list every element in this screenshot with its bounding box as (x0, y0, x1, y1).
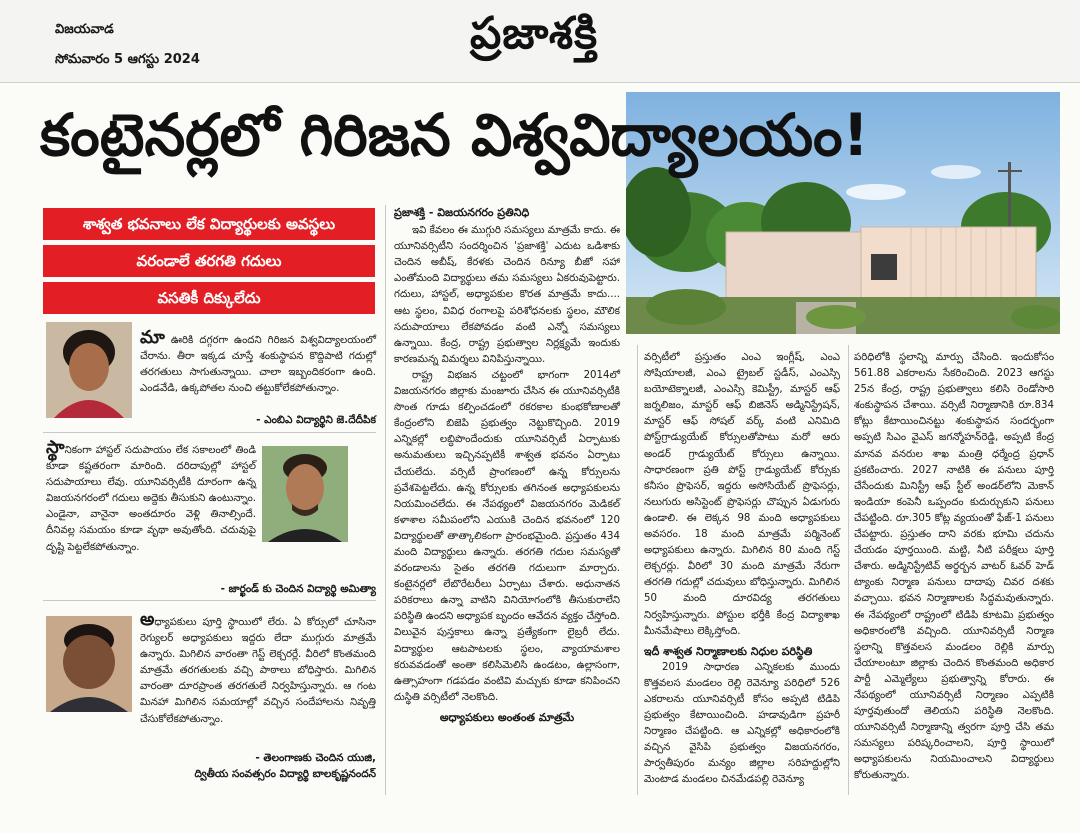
student-portrait (262, 446, 348, 542)
quote-byline: - తెలంగాణకు చెందిన యుజి, (255, 752, 376, 764)
article-column-3 (644, 350, 840, 789)
edition-city: విజయవాడ (55, 22, 114, 37)
subhead-box: శాశ్వత భవనాలు లేక విద్యార్థులకు అవస్థలు (43, 208, 375, 240)
article-paragraph: పరిధిలోకి స్థలాన్ని మార్పు చేసింది. ఇందుకోసం 561.88 ఎకరాలను సేకరించింది. 2023 ఆగస్టు 25న కేంద్ర, రాష్ట్ర ప్రభుత్వాలు కలిసి రెండోసారి శంకుస్థాపన చేశాయి. వర్సిటీ నిర్మాణానికి రూ.834 కోట్లు కేటాయించినట్టు శంకుస్థాపన సందర్భంగా అప్పటి సిఎం వైఎస్ జగన్మోహన్‌రెడ్డి, అప్పటి కేంద్ర మానవ వనరుల శాఖ మంత్రి ధర్మేంద్ర ప్రధాన్ ప్రకటించారు. 2027 నాటికి ఈ పనులు పూర్తి చేసేందుకు మినిస్ట్రీ ఆఫ్ స్టీల్ అండర్‌లోని మెకాన్ ఇండియా కంపెనీ ఒప్పందం కుదుర్చుకుని పనులు చేపట్టింది. రూ.305 కోట్ల వ్యయంతో ఫేజ్-1 పనులు చేపట్టారు. ప్రస్తుతం దాని వరకు భూమి చదును చేయడం పూర్తయింది. మట్టి, నీటి పరీక్షలు పూర్తి చేశారు. అడ్మినిస్ట్రేటివ్ అర్థర్బన వాటర్ ఓవర్ హెడ్ ట్యాంకు నిర్మాణ పనులు దాదాపు చివర దశకు వచ్చాయి. భవన నిర్మాణాలకు సిద్ధమవుతున్నారు. ఈ నేపథ్యంలో రాష్ట్రంలో టిడిపి కూటమి ప్రభుత్వం అధికారంలోకి వచ్చింది. యూనివర్సిటీ నిర్మాణ స్థలాన్ని కొత్తవలస మండలం రెల్లికి మార్పు చేయాలంటూ జిల్లాకు చెందిన కొంతమంది అధికార పార్టీ ఎమ్మెల్యేలు ప్రభుత్వాన్ని కోరారు. ఈ నేపథ్యంలో యూనివర్సిటీ నిర్మాణం ఎప్పటికి పూర్తవుతుందో తెలియని పరిస్థితి నెలకొంది. యూనివర్సిటీ నిర్మాణాన్ని త్వరగా పూర్తి చేసి తమ సమస్యలు పరిష్కరించాలని, పూర్తి స్థాయిలో అధ్యాపకులను నియమించాలని విద్యార్థులు కోరుతున్నారు. (854, 352, 1054, 782)
column-divider (637, 345, 638, 795)
subhead-box: వసతికీ దిక్కులేదు (43, 282, 375, 314)
quote-byline: - జార్ఖండ్ కు చెందిన విద్యార్థి అమిత్యా (220, 583, 376, 595)
quote-body: నికంగా హాస్టల్ సదుపాయం లేక సకాలంలో తిండి కూడా కష్టతరంగా మారింది. దరిదాపుల్లో హాస్టల్ సదుపాయాలు లేవు. యూనివర్సిటీకి దూరంగా ఉన్న విజయనగరంలో గదులు అద్దెకు తీసుకుని ఉంటున్నాం. ఎండైనా, వానైనా అంతదూరం వెళ్లి తినాల్సిందే. దీనివల్ల సమయం కూడా వృథా అవుతోంది. చదువుపై దృష్టి పెట్టలేకపోతున్నాం. (46, 445, 256, 553)
quote-dropcap: స్థా (46, 437, 65, 458)
article-paragraph: వర్సిటీలో ప్రస్తుతం ఎంఎ ఇంగ్లీష్, ఎంఎ సోషియాలజీ, ఎంఎ ట్రైబల్ స్టడీస్, ఎంఎస్సి బయోటెక్నాలజీ, ఎంఎస్సి కెమిస్ట్రీ, మాస్టర్ ఆఫ్ జర్నలిజం, మాస్టర్ ఆఫ్ బిజినెస్ అడ్మినిస్ట్రేషన్, మాస్టర్ ఆఫ్ సోషల్ వర్క్ వంటి ఎనిమిది పోస్ట్‌గ్రాడ్యుయేట్ కోర్సులతోపాటు మరో ఆరు అండర్ గ్రాడ్యుయేట్ కోర్సులు ఉన్నాయి. సాధారణంగా ప్రతి పోస్ట్ గ్రాడ్యుయేట్ కోర్సుకు కనీసం ప్రొఫెసర్, ఇద్దరు అసోసియేట్ ప్రొఫెసర్లు, నలుగురు అసిస్టెంట్ ప్రొఫెసర్లు చొప్పున ఏడుగురు ఉండాలి. ఈ లెక్కన 98 మంది అధ్యాపకులు అవసరం. 18 మంది మాత్రమే పర్మినెంట్ అధ్యాపకులు ఉన్నారు. మిగిలిన 80 మంది గెస్ట్ లెక్చరర్లు. వీరిలో 30 మంది మాత్రమే నేరుగా తరగతి గదుల్లో చదువులు బోధిస్తున్నారు. మిగిలిన 50 మంది దూరవిద్య తరగతులు నిర్వహిస్తున్నారు. పోస్టుల భర్తీకి కేంద్ర విద్యాశాఖ మీనమేషాలు లెక్కిస్తోంది. (644, 352, 840, 637)
quote-byline: ద్వితీయ సంవత్సరం విద్యార్థి బాలకృష్ణనందన్ (194, 768, 376, 780)
quote-body: ఊరికి దగ్గరగా ఉందని గిరిజన విశ్వవిద్యాలయంలో చేరాను. తీరా ఇక్కడ చూస్తే శంకుస్థాపన కొద్దిపాటి గదుల్లో తరగతులు సాగుతున్నాయి. చాలా ఇబ్బందికరంగా ఉంది. ఎండవేడి, ఉక్కపోతల నుంచి తట్టుకోలేకపోతున్నాం. (140, 335, 376, 395)
divider (43, 600, 376, 601)
article-column-2 (394, 205, 620, 726)
dateline: ప్రజాశక్తి - విజయనగరం ప్రతినిధి (394, 206, 530, 219)
edition-date: సోమవారం 5 ఆగస్టు 2024 (55, 52, 200, 67)
quote-byline: - ఎంబిఎ విద్యార్థిని జె.దేదీపిక (256, 414, 376, 426)
article-paragraph: 2019 సాధారణ ఎన్నికలకు ముందు కొత్తవలస మండలం రెల్లి రెవెన్యూ పరిధిలో 526 ఎకరాలను యూనివర్సిటీ కోసం అప్పటి టిడిపి ప్రభుత్వం కేటాయించింది. హడావుడిగా ప్రహరీ నిర్మాణం చేపట్టింది. ఆ ఎన్నికల్లో అధికారంలోకి వచ్చిన వైసిపి ప్రభుత్వం విజయనగరం, పార్వతీపురం మన్యం జిల్లాల సరిహద్దుల్లోని మెంటాడ మండలం చినమేడపల్లి రెవెన్యూ (644, 661, 840, 786)
article-paragraph: రాష్ట్ర విభజన చట్టంలో భాగంగా 2014లో విజయనగరం జిల్లాకు మంజూరు చేసిన ఈ యూనివర్సిటీకి సొంత గూడు కల్పించడంలో రకరకాల కుంభకోణాలతో కేంద్రంలోని బిజెపి ప్రభుత్వం నెట్టుకొచ్చింది. 2019 ఎన్నికల్లో లబ్ధిపొందేందుకు యూనివర్సిటీ ఏర్పాటుకు అనుమతులు ఇచ్చినప్పటికీ శాశ్వత భవనం ఏర్పాటు చేయలేదు. వర్సిటీ ప్రాంగణంలో ఉన్న కోర్సులను ప్రవేశపెట్టలేదు. ఉన్న కోర్సులకు తగినంత అధ్యాపకులను నియమించలేదు. ఈ నేపథ్యంలో విజయనగరం మెడికల్ కళాశాల సమీపంలోని ఎయుకి చెందిన భవనంలో 120 విద్యార్థులతో తాత్కాలికంగా ప్రారంభమైంది. ప్రస్తుతం 434 మంది విద్యార్థులు ఉన్నారు. తరగతి గదుల సమస్యతో వరండాలను సైతం తరగతి గదులుగా మార్చారు. కంటైనర్లలో లేబొరేటరీలు ఏర్పాటు చేశారు. అధునాతన పరికరాలు ఉన్నా వాటిని వినియోగంలోకి తీసుకురాలేని పరిస్థితి ఉందని అధ్యాపక బృందం ఆవేదన వ్యక్తం చేస్తోంది. విలువైన పుస్తకాలు ఉన్నా ప్రత్యేకంగా లైబ్రరీ లేదు. విద్యార్థుల ఆటపాటలకు స్థలం, వ్యాయామశాల కరువవడంతో అంతా కలిసిమెలిసి ఉండటం, ఉల్లాసంగా, ఉత్సాహంగా గడపడం వంటివి మచ్చుకు కూడా కనిపించని దుస్థితి వర్సిటీలో నెలకొంది. (394, 369, 620, 703)
article-column-4 (854, 350, 1054, 785)
divider (43, 432, 376, 433)
quote-dropcap: అ (140, 609, 155, 630)
section-subhead: ఇదీ శాశ్వత నిర్మాణాలకు నిధుల పరిస్థితి (644, 644, 813, 658)
student-portrait (46, 322, 132, 418)
quote-body: ధ్యాపకులు పూర్తి స్థాయిలో లేరు. ఏ కోర్సులో చూసినా రెగ్యులర్ అధ్యాపకులు ఇద్దరు లేదా ముగ్గురు మాత్రమే ఉన్నారు. మిగిలిన వారంతా గెస్ట్ లెక్చరర్లే. వీరిలో కొంతమంది మాత్రమే తరగతులకు వచ్చి పాఠాలు బోధిస్తారు. మిగిలిన వారంతా దూరప్రాంత తరగతులే నిర్వహిస్తున్నారు. ఆ గంట మినహా మిగిలిన సమయాల్లో వచ్చిన సందేహాలను నివృత్తి చేసుకోలేకపోతున్నాం. (140, 617, 376, 725)
student-portrait (46, 616, 132, 712)
newspaper-logo: ప్రజాశక్తి (470, 8, 599, 59)
column-divider (848, 345, 849, 795)
headline: కంటైనర్లలో గిరిజన విశ్వవిద్యాలయం! (40, 101, 869, 169)
column-divider (385, 205, 386, 795)
article-paragraph: ఇవి కేవలం ఈ ముగ్గురి సమస్యలు మాత్రమే కాదు. ఈ యూనివర్సిటీని సందర్శించిన 'ప్రజాశక్తి' ఎదుట ఒడిశాకు చెందిన అబీష్, కేరళకు చెందిన రిన్యూ బీజో సహా ఎంతోమంది విద్యార్థులు తమ సమస్యలు ఏకరువుపెట్టారు. గదులు, హాస్టల్, అధ్యాపకుల కొరత మాత్రమే కాదు.... ఆట స్థలం, వివిధ రంగాలపై పరిశోధనలకు స్థలం, మౌలిక సదుపాయాలు లేకపోవడం వంటి ఎన్నో సమస్యలు ఉన్నాయి. కేంద్ర, రాష్ట్ర ప్రభుత్వాల నిర్లక్ష్యమే ఇందుకు కారణమన్న విమర్శలు వినిపిస్తున్నాయి. (394, 225, 620, 365)
quote-text (46, 437, 256, 556)
subhead-box: వరండాలే తరగతి గదులు (43, 245, 375, 277)
quote-text (140, 327, 376, 397)
quote-text (140, 609, 376, 728)
quote-dropcap: మా (140, 327, 165, 348)
section-subhead: అధ్యాపకులు అంతంత మాత్రమే (439, 710, 575, 724)
